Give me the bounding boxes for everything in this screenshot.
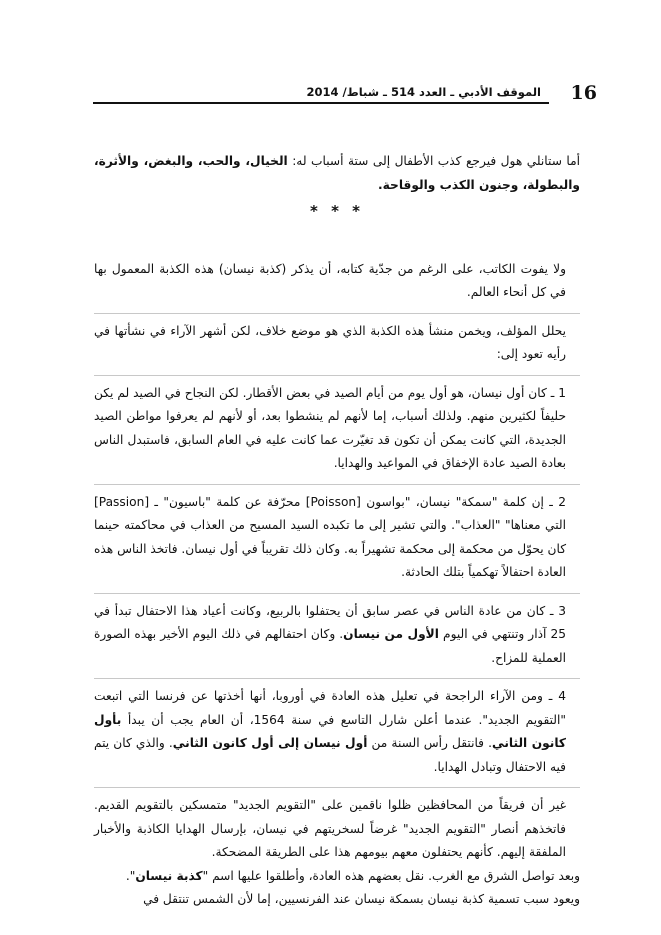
bold-phrase: أول نيسان إلى أول كانون الثاني: [172, 736, 368, 750]
paragraph: [94, 320, 580, 367]
intro-paragraph: [94, 150, 580, 197]
page-number: 16: [570, 82, 597, 104]
bold-phrase: الأول من نيسان: [343, 627, 439, 641]
section-separator: * * *: [310, 202, 364, 220]
page-header: [93, 84, 601, 104]
paragraph: [94, 600, 580, 671]
paragraph-text: يحلل المؤلف، ويخمن منشأ هذه الكذبة الذي هو موضع خلاف، لكن أشهر الآراء في نشأتها في رأيه تعود إلى:: [94, 323, 566, 361]
divider: [94, 484, 580, 485]
article-body: [94, 150, 580, 912]
paragraph-text: غير أن فريقاً من المحافظين ظلوا ناقمين على "التقويم الجديد" متمسكين بالتقويم القديم. فاتخذهم أنصار "التقويم الجديد" غرضاً لسخريتهم في نيسان، بإرسال الهدايا الكاذبة والأخبار الملفقة إليهم. كأنهم يحتفلون معهم بيومهم هذا على الطريقة المضحكة.: [94, 798, 566, 859]
paragraph-text: وبعد تواصل الشرق مع الغرب. نقل بعضهم هذه العادة، وأطلقوا عليها اسم ": [202, 868, 580, 883]
paragraph-text: 2 ـ إن كلمة "سمكة" نيسان، "بواسون [Poisson] محرّفة عن كلمة "باسيون" ـ [Passion] التي معناها" "العذاب". والتي تشير إلى ما تكبده السيد المسيح من العذاب في محاكمته حينما كان يحوّل من محكمة إلى محكمة تشهيراً به. وكان ذلك تقريباً في أول نيسان. فاتخذ الناس هذه العادة احتفالاً تهكمياً بتلك الحادثة.: [94, 494, 566, 579]
intro-text: أما ستانلي هول فيرجع كذب الأطفال إلى ستة أسباب له:: [287, 154, 581, 168]
divider: [94, 313, 580, 314]
divider: [94, 787, 580, 788]
divider: [94, 375, 580, 376]
paragraph-tail: . والذي كان يتم فيه الاحتفال وتبادل الهدايا.: [94, 736, 566, 774]
paragraph-text: ولا يفوت الكاتب، على الرغم من جدّية كتابه، أن يذكر (كذبة نيسان) هذه الكذبة المعمول بها في كل أنحاء العالم.: [94, 261, 566, 299]
divider: [94, 593, 580, 594]
paragraph: [94, 685, 580, 779]
paragraph: [94, 258, 580, 305]
paragraph: [94, 491, 580, 585]
paragraph-text: 4 ـ ومن الآراء الراجحة في تعليل هذه العادة في أوروبا، أنها أخذتها عن فرنسا التي اتبعت "التقويم الجديد". عندما أعلن شارل التاسع في سنة 1564، أن العام يجب أن يبدأ: [94, 689, 567, 727]
paragraph: [94, 888, 580, 912]
journal-issue-line: الموقف الأدبي ـ العدد 514 ـ شباط/ 2014: [306, 85, 541, 99]
paragraph: [94, 865, 580, 889]
divider: [94, 678, 580, 679]
paragraph: [94, 794, 580, 865]
bold-phrase: كذبة نيسان: [135, 868, 203, 883]
paragraph-tail: ".: [125, 868, 136, 883]
paragraph: [94, 382, 580, 476]
paragraph-text: 1 ـ كان أول نيسان، هو أول يوم من أيام الصيد في بعض الأقطار. لكن النجاح في الصيد لم يكن حليفاً لكثيرين منهم. ولذلك أسباب، إما لأنهم لم ينشطوا بعد، أو لأنهم لم يعرفوا مواطن الصيد الجديدة، التي كانت يمكن أن تكون قد تغيّرت عما كانت عليه في العام السابق، فاستبدل الناس بعادة الصيد عادة الإخفاق في المواعيد والهدايا.: [94, 385, 566, 470]
paragraph-text: 3 ـ كان من عادة الناس في عصر سابق أن يحتفلوا بالربيع، وكانت أعياد هذا الاحتفال تبدأ في 25 آذار وتنتهي في اليوم: [94, 603, 566, 641]
paragraph-tail: . فانتقل رأس السنة من: [367, 736, 492, 750]
paragraph-tail: . وكان احتفالهم في ذلك اليوم الأخير بهذه الصورة العملية للمزاح.: [94, 627, 566, 665]
bold-phrase: بأول كانون الثاني: [94, 712, 566, 750]
intro-bold-reasons: الخيال، والحب، والبغض، والأثرة، والبطولة، وجنون الكذب والوقاحة.: [94, 154, 580, 192]
header-rule: [93, 102, 549, 104]
paragraph-text: ويعود سبب تسمية كذبة نيسان بسمكة نيسان عند الفرنسيين، إما لأن الشمس تنتقل في: [143, 892, 580, 906]
